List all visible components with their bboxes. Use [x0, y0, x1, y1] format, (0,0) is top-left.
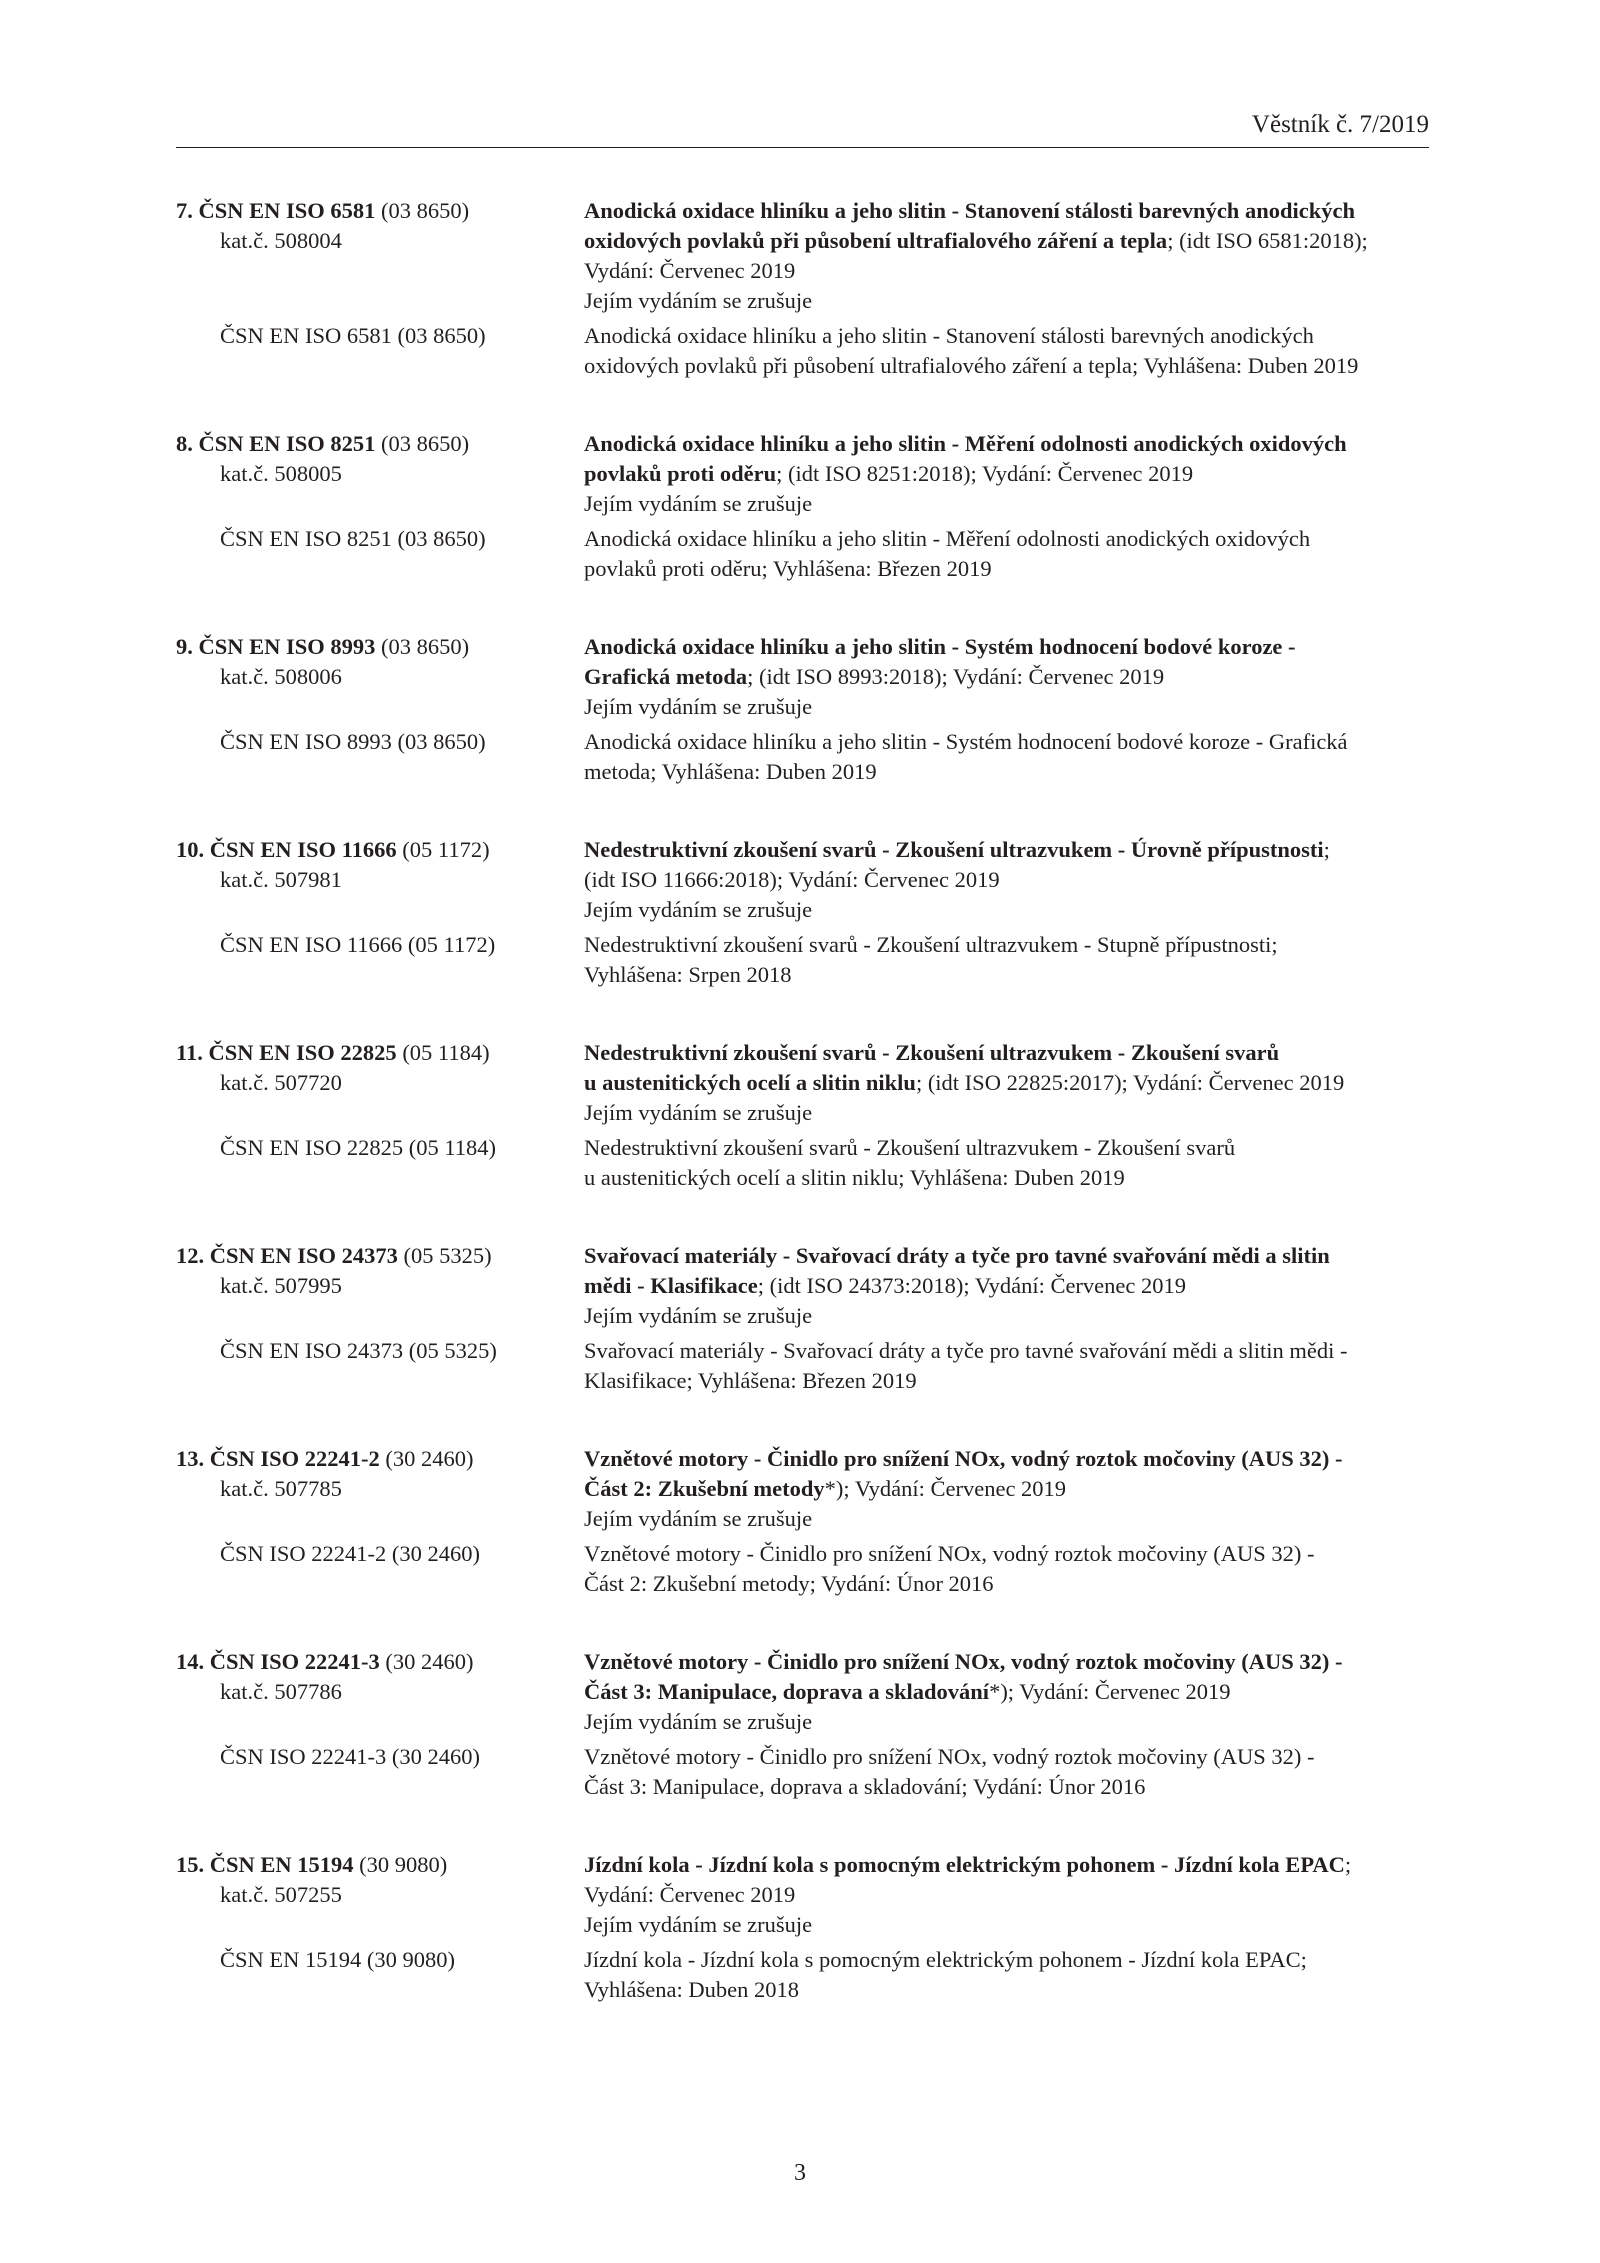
- old-standard-line: Klasifikace; Vyhlášena: Březen 2019: [584, 1368, 917, 1393]
- standard-entry: [176, 429, 1436, 584]
- issue-date: Vydání: Červenec 2019: [584, 258, 796, 283]
- old-standard-line: Část 2: Zkušební metody; Vydání: Únor 2016: [584, 1571, 994, 1596]
- new-standard-text: [584, 835, 1424, 925]
- old-standard-row: [176, 727, 1436, 787]
- new-standard-text: [584, 429, 1424, 519]
- new-standard-text: [584, 1444, 1424, 1534]
- catalog-number: kat.č. 508006: [220, 664, 342, 689]
- old-standard-line: Anodická oxidace hliníku a jeho slitin - Měření odolnosti anodických oxidových: [584, 526, 1311, 551]
- new-standard-title-line: Jízdní kola - Jízdní kola s pomocným elektrickým pohonem - Jízdní kola EPAC: [584, 1852, 1345, 1877]
- old-standard-row: [176, 930, 1436, 990]
- new-standard-text: [584, 1038, 1424, 1128]
- new-standard-row: [176, 835, 1436, 925]
- old-standard-row: [176, 321, 1436, 381]
- old-standard-text: [584, 930, 1424, 990]
- new-standard-details: ;: [1323, 837, 1330, 862]
- new-standard-title-line: oxidových povlaků při působení ultrafialového záření a tepla: [584, 228, 1168, 253]
- standard-code: ČSN EN ISO 8251: [198, 431, 376, 456]
- catalog-number: kat.č. 507255: [220, 1882, 342, 1907]
- standard-entry: [176, 1038, 1436, 1193]
- new-standard-text: [584, 196, 1424, 316]
- new-standard-title-line: Anodická oxidace hliníku a jeho slitin - Stanovení stálosti barevných anodických: [584, 198, 1355, 223]
- entry-number: 7.: [176, 198, 193, 223]
- old-standard-text: [584, 1945, 1424, 2005]
- cancels-note: Jejím vydáním se zrušuje: [584, 1709, 813, 1734]
- old-standard-id: [176, 727, 584, 787]
- catalog-number: kat.č. 508005: [220, 461, 342, 486]
- old-standard-row: [176, 1539, 1436, 1599]
- standards-list: [176, 196, 1436, 2005]
- catalog-number: kat.č. 507995: [220, 1273, 342, 1298]
- old-standard-line: metoda; Vyhlášena: Duben 2019: [584, 759, 877, 784]
- standard-entry: [176, 632, 1436, 787]
- classification: (30 9080): [359, 1852, 448, 1877]
- classification: (30 2460): [385, 1446, 474, 1471]
- new-standard-row: [176, 632, 1436, 722]
- old-standard-line: u austenitických ocelí a slitin niklu; Vyhlášena: Duben 2019: [584, 1165, 1125, 1190]
- new-standard-row: [176, 1444, 1436, 1534]
- standard-entry: [176, 1647, 1436, 1802]
- new-standard-id: [176, 1850, 584, 1940]
- old-standard-text: [584, 1133, 1424, 1193]
- cancels-note: Jejím vydáním se zrušuje: [584, 1506, 813, 1531]
- new-standard-details: *); Vydání: Červenec 2019: [989, 1679, 1231, 1704]
- old-standard-line: Anodická oxidace hliníku a jeho slitin - Stanovení stálosti barevných anodických: [584, 323, 1314, 348]
- classification: (05 1172): [402, 837, 490, 862]
- old-standard-text: [584, 321, 1424, 381]
- new-standard-details: ;: [1344, 1852, 1352, 1877]
- entry-number: 14.: [176, 1649, 205, 1674]
- standard-code: ČSN EN ISO 8993: [198, 634, 376, 659]
- standard-code: ČSN EN ISO 22825: [208, 1040, 397, 1065]
- old-standard-row: [176, 1336, 1436, 1396]
- old-standard-code: ČSN EN ISO 6581 (03 8650): [220, 323, 486, 348]
- new-standard-row: [176, 1038, 1436, 1128]
- new-standard-text: [584, 1241, 1424, 1331]
- standard-entry: [176, 835, 1436, 990]
- new-standard-id: [176, 1647, 584, 1737]
- new-standard-id: [176, 429, 584, 519]
- new-standard-title-line: Vznětové motory - Činidlo pro snížení NOx, vodný roztok močoviny (AUS 32) -: [584, 1649, 1343, 1674]
- new-standard-text: [584, 1647, 1424, 1737]
- new-standard-id: [176, 1444, 584, 1534]
- cancels-note: Jejím vydáním se zrušuje: [584, 1912, 813, 1937]
- new-standard-title-line: Svařovací materiály - Svařovací dráty a tyče pro tavné svařování mědi a slitin: [584, 1243, 1330, 1268]
- old-standard-row: [176, 524, 1436, 584]
- standard-code: ČSN ISO 22241-3: [209, 1649, 380, 1674]
- old-standard-code: ČSN EN ISO 22825 (05 1184): [220, 1135, 497, 1160]
- old-standard-line: Svařovací materiály - Svařovací dráty a tyče pro tavné svařování mědi a slitin mědi -: [584, 1338, 1348, 1363]
- page-header: [176, 110, 1429, 148]
- new-standard-id: [176, 196, 584, 316]
- old-standard-code: ČSN EN ISO 11666 (05 1172): [220, 932, 496, 957]
- old-standard-row: [176, 1945, 1436, 2005]
- old-standard-code: ČSN ISO 22241-2 (30 2460): [220, 1541, 481, 1566]
- bulletin-title: Věstník č. 7/2019: [1251, 111, 1429, 138]
- standard-code: ČSN EN ISO 11666: [209, 837, 397, 862]
- catalog-number: kat.č. 507786: [220, 1679, 342, 1704]
- old-standard-code: ČSN EN ISO 8993 (03 8650): [220, 729, 486, 754]
- catalog-number: kat.č. 507785: [220, 1476, 342, 1501]
- classification: (03 8650): [381, 431, 470, 456]
- classification: (03 8650): [381, 634, 470, 659]
- entry-number: 10.: [176, 837, 205, 862]
- old-standard-text: [584, 1742, 1424, 1802]
- standard-code: ČSN EN ISO 24373: [209, 1243, 398, 1268]
- entry-number: 8.: [176, 431, 193, 456]
- new-standard-details: ; (idt ISO 6581:2018);: [1167, 228, 1368, 253]
- old-standard-text: [584, 727, 1424, 787]
- new-standard-id: [176, 632, 584, 722]
- old-standard-id: [176, 1336, 584, 1396]
- standard-entry: [176, 1850, 1436, 2005]
- new-standard-details: ; (idt ISO 24373:2018); Vydání: Červenec 2019: [757, 1273, 1187, 1298]
- new-standard-row: [176, 429, 1436, 519]
- new-standard-id: [176, 835, 584, 925]
- new-standard-details: ; (idt ISO 22825:2017); Vydání: Červenec 2019: [915, 1070, 1345, 1095]
- old-standard-line: oxidových povlaků při působení ultrafialového záření a tepla; Vyhlášena: Duben 2019: [584, 353, 1359, 378]
- entry-number: 9.: [176, 634, 193, 659]
- old-standard-code: ČSN EN 15194 (30 9080): [220, 1947, 455, 1972]
- old-standard-code: ČSN EN ISO 8251 (03 8650): [220, 526, 486, 551]
- new-standard-title-line: Grafická metoda: [584, 664, 748, 689]
- standard-entry: [176, 1444, 1436, 1599]
- issue-date: (idt ISO 11666:2018); Vydání: Červenec 2019: [584, 867, 1000, 892]
- old-standard-row: [176, 1742, 1436, 1802]
- old-standard-line: povlaků proti oděru; Vyhlášena: Březen 2019: [584, 556, 992, 581]
- issue-date: Vydání: Červenec 2019: [584, 1882, 796, 1907]
- old-standard-id: [176, 930, 584, 990]
- new-standard-title-line: Anodická oxidace hliníku a jeho slitin - Měření odolnosti anodických oxidových: [584, 431, 1347, 456]
- new-standard-text: [584, 1850, 1424, 1940]
- new-standard-details: ; (idt ISO 8993:2018); Vydání: Červenec 2019: [747, 664, 1165, 689]
- cancels-note: Jejím vydáním se zrušuje: [584, 288, 813, 313]
- classification: (05 1184): [402, 1040, 490, 1065]
- entry-number: 11.: [176, 1040, 203, 1065]
- new-standard-details: ; (idt ISO 8251:2018); Vydání: Červenec 2019: [776, 461, 1194, 486]
- catalog-number: kat.č. 508004: [220, 228, 342, 253]
- new-standard-id: [176, 1241, 584, 1331]
- standard-code: ČSN EN 15194: [209, 1852, 354, 1877]
- cancels-note: Jejím vydáním se zrušuje: [584, 897, 813, 922]
- standard-code: ČSN ISO 22241-2: [209, 1446, 380, 1471]
- classification: (05 5325): [403, 1243, 492, 1268]
- cancels-note: Jejím vydáním se zrušuje: [584, 1303, 813, 1328]
- old-standard-id: [176, 1945, 584, 2005]
- entry-number: 15.: [176, 1852, 205, 1877]
- new-standard-id: [176, 1038, 584, 1128]
- old-standard-text: [584, 1539, 1424, 1599]
- page-number: 3: [794, 2160, 806, 2186]
- new-standard-title-line: Vznětové motory - Činidlo pro snížení NOx, vodný roztok močoviny (AUS 32) -: [584, 1446, 1343, 1471]
- old-standard-line: Vyhlášena: Srpen 2018: [584, 962, 792, 987]
- old-standard-line: Anodická oxidace hliníku a jeho slitin - Systém hodnocení bodové koroze - Grafická: [584, 729, 1348, 754]
- new-standard-row: [176, 1850, 1436, 1940]
- new-standard-title-line: Nedestruktivní zkoušení svarů - Zkoušení ultrazvukem - Úrovně přípustnosti: [584, 837, 1324, 862]
- new-standard-title-line: Anodická oxidace hliníku a jeho slitin - Systém hodnocení bodové koroze -: [584, 634, 1296, 659]
- new-standard-title-line: Nedestruktivní zkoušení svarů - Zkoušení ultrazvukem - Zkoušení svarů: [584, 1040, 1280, 1065]
- old-standard-row: [176, 1133, 1436, 1193]
- entry-number: 13.: [176, 1446, 205, 1471]
- cancels-note: Jejím vydáním se zrušuje: [584, 491, 813, 516]
- new-standard-text: [584, 632, 1424, 722]
- new-standard-title-line: mědi - Klasifikace: [584, 1273, 758, 1298]
- catalog-number: kat.č. 507981: [220, 867, 342, 892]
- old-standard-line: Jízdní kola - Jízdní kola s pomocným elektrickým pohonem - Jízdní kola EPAC;: [584, 1947, 1307, 1972]
- old-standard-text: [584, 524, 1424, 584]
- new-standard-row: [176, 196, 1436, 316]
- new-standard-row: [176, 1241, 1436, 1331]
- old-standard-line: Vznětové motory - Činidlo pro snížení NOx, vodný roztok močoviny (AUS 32) -: [584, 1541, 1315, 1566]
- old-standard-line: Vznětové motory - Činidlo pro snížení NOx, vodný roztok močoviny (AUS 32) -: [584, 1744, 1315, 1769]
- standard-entry: [176, 196, 1436, 381]
- cancels-note: Jejím vydáním se zrušuje: [584, 694, 813, 719]
- new-standard-details: *); Vydání: Červenec 2019: [824, 1476, 1067, 1501]
- old-standard-id: [176, 1742, 584, 1802]
- new-standard-row: [176, 1647, 1436, 1737]
- standard-code: ČSN EN ISO 6581: [198, 198, 376, 223]
- new-standard-title-line: Část 3: Manipulace, doprava a skladování: [584, 1679, 990, 1704]
- new-standard-title-line: povlaků proti oděru: [584, 461, 777, 486]
- old-standard-text: [584, 1336, 1424, 1396]
- catalog-number: kat.č. 507720: [220, 1070, 342, 1095]
- old-standard-id: [176, 1133, 584, 1193]
- old-standard-id: [176, 321, 584, 381]
- old-standard-line: Vyhlášena: Duben 2018: [584, 1977, 799, 2002]
- old-standard-code: ČSN EN ISO 24373 (05 5325): [220, 1338, 497, 1363]
- new-standard-title-line: u austenitických ocelí a slitin niklu: [584, 1070, 916, 1095]
- cancels-note: Jejím vydáním se zrušuje: [584, 1100, 813, 1125]
- standard-entry: [176, 1241, 1436, 1396]
- old-standard-line: Nedestruktivní zkoušení svarů - Zkoušení ultrazvukem - Zkoušení svarů: [584, 1135, 1236, 1160]
- old-standard-id: [176, 1539, 584, 1599]
- old-standard-line: Nedestruktivní zkoušení svarů - Zkoušení ultrazvukem - Stupně přípustnosti;: [584, 932, 1278, 957]
- classification: (30 2460): [385, 1649, 474, 1674]
- classification: (03 8650): [381, 198, 470, 223]
- old-standard-id: [176, 524, 584, 584]
- new-standard-title-line: Část 2: Zkušební metody: [584, 1476, 825, 1501]
- entry-number: 12.: [176, 1243, 205, 1268]
- old-standard-line: Část 3: Manipulace, doprava a skladování; Vydání: Únor 2016: [584, 1774, 1146, 1799]
- old-standard-code: ČSN ISO 22241-3 (30 2460): [220, 1744, 481, 1769]
